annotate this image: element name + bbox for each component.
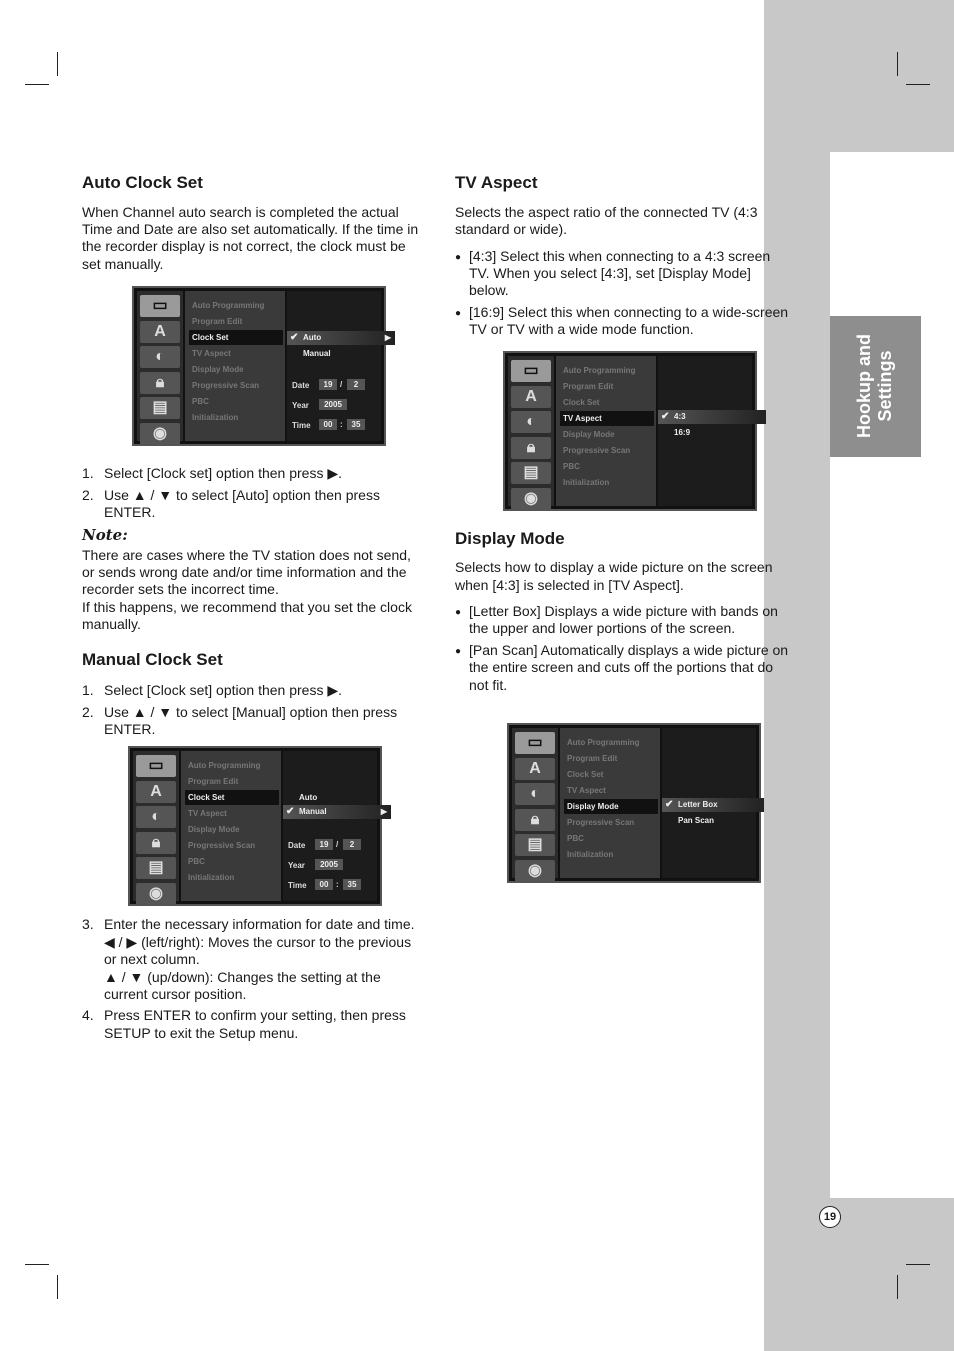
check-icon: ✔ [665, 799, 674, 810]
auto-clock-intro-1: When Channel auto search is completed the actual [82, 204, 399, 220]
osd-menu-item[interactable]: Initialization [192, 413, 239, 422]
time-separator: : [340, 420, 343, 429]
osd-menu-item[interactable]: Program Edit [563, 382, 614, 391]
disc-icon[interactable]: ◉ [136, 883, 176, 905]
bullet-text: [Pan Scan] Automatically displays a wide picture on [469, 642, 789, 658]
option-label: Auto [303, 333, 322, 342]
bullet-text: TV. When you select [4:3], set [Display Mode] [469, 265, 751, 281]
date-label: Date [288, 841, 306, 850]
auto-clock-title: Auto Clock Set [82, 173, 203, 192]
tv-icon[interactable]: ▭ [515, 732, 555, 754]
step-text: Use ▲ / ▼ to select [Auto] option then press [104, 487, 380, 503]
osd-menu-item[interactable]: TV Aspect [567, 786, 606, 795]
osd-tv-aspect [503, 351, 757, 511]
letter-a-icon[interactable]: A [515, 758, 555, 780]
step-text: Select [Clock set] option then press ▶. [104, 682, 342, 698]
osd-menu-item[interactable]: PBC [188, 857, 205, 866]
section-tab-line1: Hookup and [854, 334, 874, 438]
minute-field: 35 [343, 879, 361, 890]
year-label: Year [288, 861, 305, 870]
osd-options [287, 291, 391, 441]
letter-a-icon[interactable]: A [136, 781, 176, 803]
time-separator: : [336, 880, 339, 889]
auto-clock-intro-4: set manually. [82, 256, 164, 272]
option-label: Manual [299, 807, 327, 816]
osd-menu-item[interactable]: Progressive Scan [188, 841, 256, 850]
day-field: 19 [319, 379, 337, 390]
osd-icon-column [133, 751, 179, 901]
osd-menu-item[interactable]: Progressive Scan [192, 381, 260, 390]
display-mode-title: Display Mode [455, 529, 565, 548]
osd-option-16-9: 16:9 [674, 428, 691, 437]
check-icon: ✔ [661, 411, 670, 422]
note-line-2: or sends wrong date and/or time information and the [82, 564, 407, 580]
note-line-1: There are cases where the TV station does not send, [82, 547, 411, 563]
step-text: or next column. [104, 951, 200, 967]
tv-aspect-title: TV Aspect [455, 173, 538, 192]
osd-menu-item[interactable]: Clock Set [185, 790, 279, 805]
crop-mark [897, 52, 898, 76]
osd-menu-item[interactable]: TV Aspect [560, 411, 654, 426]
crop-mark [57, 1275, 58, 1299]
time-label: Time [288, 881, 307, 890]
letter-a-icon[interactable]: A [511, 386, 551, 408]
osd-menu-item[interactable]: Clock Set [567, 770, 604, 779]
hour-field: 00 [319, 419, 337, 430]
disc-icon[interactable]: ◉ [140, 423, 180, 445]
osd-menu-item[interactable]: Program Edit [192, 317, 243, 326]
step-number: 3. [82, 916, 94, 932]
osd-options [283, 751, 387, 901]
osd-menu-column [185, 291, 285, 441]
osd-menu-item[interactable]: Program Edit [567, 754, 618, 763]
osd-menu-item[interactable]: Progressive Scan [563, 446, 631, 455]
film-icon[interactable]: ▤ [515, 834, 555, 856]
disc-icon[interactable]: ◉ [515, 860, 555, 882]
osd-menu-item[interactable]: Display Mode [188, 825, 240, 834]
auto-clock-intro-3: the recorder display is not correct, the clock must be [82, 238, 406, 254]
osd-menu-item[interactable]: Auto Programming [567, 738, 640, 747]
speaker-icon[interactable]: ◐ [515, 783, 555, 805]
date-separator: / [340, 380, 343, 389]
date-label: Date [292, 381, 310, 390]
speaker-icon[interactable]: ◐ [140, 346, 180, 368]
crop-mark [25, 84, 49, 85]
option-label: 4:3 [674, 412, 686, 421]
osd-menu-column [556, 356, 656, 506]
month-field: 2 [343, 839, 361, 850]
film-icon[interactable]: ▤ [136, 857, 176, 879]
display-mode-intro-2: when [4:3] is selected in [TV Aspect]. [455, 577, 684, 593]
check-icon: ✔ [286, 806, 295, 817]
tv-aspect-intro-2: standard or wide). [455, 221, 568, 237]
note-line-5: manually. [82, 616, 141, 632]
osd-menu-item[interactable]: PBC [563, 462, 580, 471]
osd-icon-column [512, 728, 558, 878]
section-tab [830, 316, 921, 457]
lock-icon[interactable]: 🔒︎ [511, 437, 551, 459]
osd-menu-item[interactable]: Display Mode [564, 799, 658, 814]
step-number: 2. [82, 487, 94, 503]
osd-menu-item[interactable]: Auto Programming [192, 301, 265, 310]
osd-options [662, 728, 756, 878]
note-title: Note: [82, 526, 128, 544]
bullet-text: [4:3] Select this when connecting to a 4:3 screen [469, 248, 771, 264]
year-field: 2005 [315, 859, 343, 870]
osd-menu-item[interactable]: PBC [192, 397, 209, 406]
osd-menu-item[interactable]: TV Aspect [192, 349, 231, 358]
bullet-text: the upper and lower portions of the screen. [469, 620, 736, 636]
bullet-text: below. [469, 282, 509, 298]
left-column [82, 0, 442, 1351]
step-number: 2. [82, 704, 94, 720]
lock-icon[interactable]: 🔒︎ [515, 809, 555, 831]
arrow-right-icon: ▶ [380, 807, 387, 816]
osd-menu-item[interactable]: TV Aspect [188, 809, 227, 818]
osd-menu-item[interactable]: Progressive Scan [567, 818, 635, 827]
month-field: 2 [347, 379, 365, 390]
right-column [455, 0, 805, 1351]
note-line-3: recorder sets the incorrect time. [82, 581, 279, 597]
osd-display-mode [507, 723, 761, 883]
step-text: Enter the necessary information for date and time. [104, 916, 415, 932]
bullet-text: [16:9] Select this when connecting to a wide-screen [469, 304, 789, 320]
speaker-icon[interactable]: ◐ [511, 411, 551, 433]
tv-icon[interactable]: ▭ [136, 755, 176, 777]
bullet-icon: ● [455, 607, 462, 618]
option-label: Letter Box [678, 800, 718, 809]
osd-icon-column [137, 291, 183, 441]
disc-icon[interactable]: ◉ [511, 488, 551, 510]
step-text: Press ENTER to confirm your setting, then press [104, 1007, 406, 1023]
osd-menu-item[interactable]: Auto Programming [563, 366, 636, 375]
step-text: SETUP to exit the Setup menu. [104, 1025, 299, 1041]
page-number: 19 [819, 1206, 841, 1228]
osd-menu-item[interactable]: Initialization [188, 873, 235, 882]
film-icon[interactable]: ▤ [511, 462, 551, 484]
time-label: Time [292, 421, 311, 430]
speaker-icon[interactable]: ◐ [136, 806, 176, 828]
minute-field: 35 [347, 419, 365, 430]
tv-icon[interactable]: ▭ [511, 360, 551, 382]
crop-mark [25, 1264, 49, 1265]
osd-options [658, 356, 752, 506]
osd-menu-item[interactable]: Program Edit [188, 777, 239, 786]
tv-icon[interactable]: ▭ [140, 295, 180, 317]
hour-field: 00 [315, 879, 333, 890]
film-icon[interactable]: ▤ [140, 397, 180, 419]
crop-mark [57, 52, 58, 76]
bullet-text: [Letter Box] Displays a wide picture with bands on [469, 603, 778, 619]
osd-menu-item[interactable]: Display Mode [192, 365, 244, 374]
osd-option-manual [283, 805, 391, 819]
step-text: Use ▲ / ▼ to select [Manual] option then press [104, 704, 398, 720]
osd-menu-item[interactable]: Auto Programming [188, 761, 261, 770]
step-number: 1. [82, 682, 94, 698]
date-separator: / [336, 840, 339, 849]
osd-menu-item[interactable]: Initialization [563, 478, 610, 487]
bullet-text: not fit. [469, 677, 508, 693]
osd-option-4-3 [658, 410, 766, 424]
step-text: ENTER. [104, 721, 156, 737]
crop-mark [906, 84, 930, 85]
crop-mark [906, 1264, 930, 1265]
step-text: Select [Clock set] option then press ▶. [104, 465, 342, 481]
day-field: 19 [315, 839, 333, 850]
osd-manual-clock [128, 746, 387, 906]
arrow-right-icon: ▶ [384, 333, 391, 342]
bullet-text: TV or TV with a wide mode function. [469, 321, 694, 337]
section-tab-line2: Settings [875, 350, 895, 422]
manual-clock-title: Manual Clock Set [82, 650, 223, 669]
osd-menu-item[interactable]: Clock Set [563, 398, 600, 407]
osd-option-auto [287, 331, 395, 345]
lock-icon[interactable]: 🔒︎ [136, 832, 176, 854]
lock-icon[interactable]: 🔒︎ [140, 372, 180, 394]
step-text: ENTER. [104, 504, 156, 520]
osd-menu-column [560, 728, 660, 878]
step-text: ◀ / ▶ (left/right): Moves the cursor to the previous [104, 934, 412, 950]
osd-menu-item[interactable]: Initialization [567, 850, 614, 859]
osd-menu-column [181, 751, 281, 901]
year-field: 2005 [319, 399, 347, 410]
bullet-icon: ● [455, 646, 462, 657]
osd-option-pan-scan: Pan Scan [678, 816, 715, 825]
bullet-text: the entire screen and cuts off the portions that do [469, 659, 774, 675]
osd-menu-item[interactable]: Clock Set [189, 330, 283, 345]
osd-icon-column [508, 356, 554, 506]
osd-menu-item[interactable]: Display Mode [563, 430, 615, 439]
year-label: Year [292, 401, 309, 410]
display-mode-intro-1: Selects how to display a wide picture on the screen [455, 559, 773, 575]
tv-aspect-intro-1: Selects the aspect ratio of the connected TV (4:3 [455, 204, 758, 220]
step-number: 4. [82, 1007, 94, 1023]
note-line-4: If this happens, we recommend that you set the clock [82, 599, 412, 615]
osd-menu-item[interactable]: PBC [567, 834, 584, 843]
letter-a-icon[interactable]: A [140, 321, 180, 343]
osd-option-manual: Manual [303, 349, 331, 358]
check-icon: ✔ [290, 332, 299, 343]
step-number: 1. [82, 465, 94, 481]
osd-option-auto: Auto [299, 793, 318, 802]
bullet-icon: ● [455, 252, 462, 263]
osd-auto-clock [132, 286, 391, 446]
step-text: ▲ / ▼ (up/down): Changes the setting at the [104, 969, 381, 985]
crop-mark [897, 1275, 898, 1299]
osd-option-letter-box [662, 798, 764, 812]
bullet-icon: ● [455, 308, 462, 319]
auto-clock-intro-2: Time and Date are also set automatically. If the time in [82, 221, 419, 237]
step-text: current cursor position. [104, 986, 247, 1002]
